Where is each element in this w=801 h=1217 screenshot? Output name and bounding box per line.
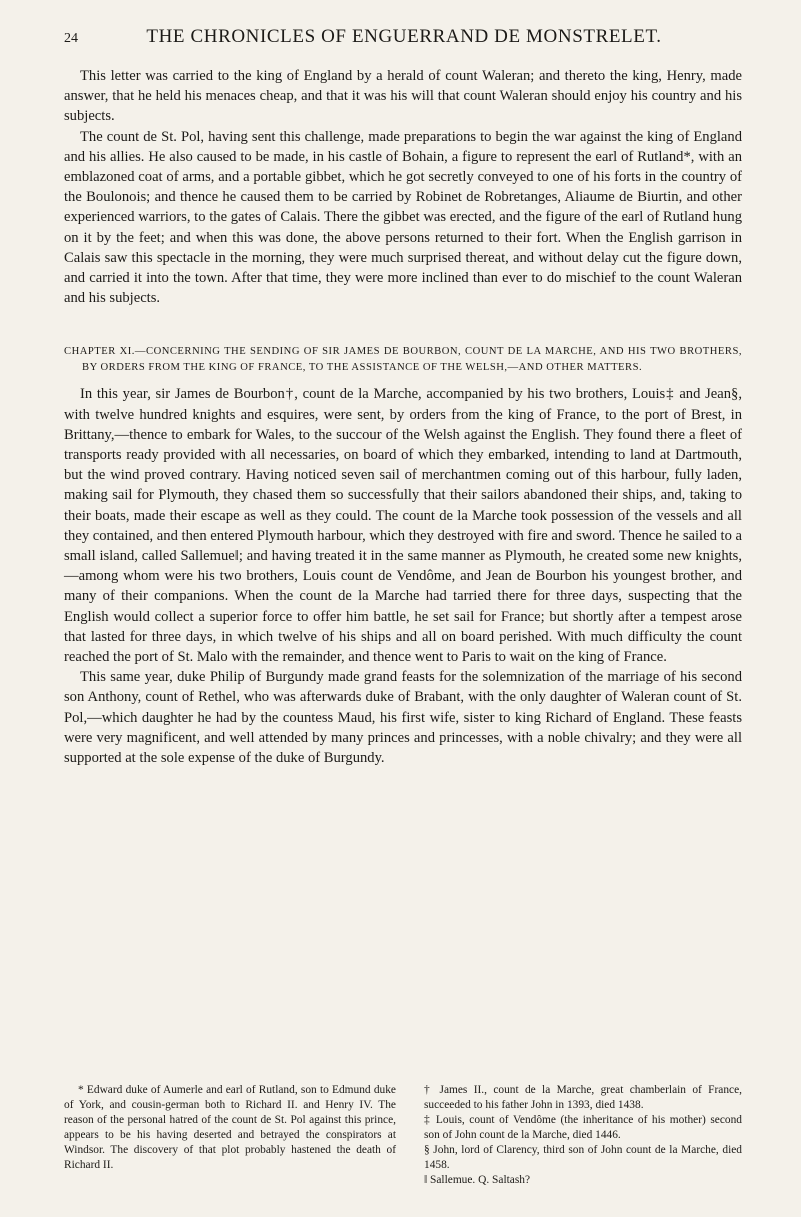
page-header	[64, 26, 744, 50]
page-number: 24	[64, 31, 78, 46]
footnote-louis: ‡ Louis, count of Vendôme (the inheritance of his mother) second son of John count de la Marche, died 1446.	[424, 1114, 742, 1141]
footnotes	[64, 1083, 742, 1188]
footnotes-right-column	[410, 1083, 742, 1188]
footnote-james: † James II., count de la Marche, great chamberlain of France, succeeded to his father John in 1393, died 1438.	[424, 1084, 742, 1111]
footnote-sallemue: ‖ Sallemue. Q. Saltash?	[424, 1174, 531, 1186]
paragraph-letter: This letter was carried to the king of England by a herald of count Waleran; and thereto the king, Henry, made answer, that he held his menaces cheap, and that it was his will that count Waleran should enjoy his country and his subjects.	[64, 68, 742, 125]
footnotes-left-column	[64, 1083, 396, 1188]
paragraph-burgundy-feasts: This same year, duke Philip of Burgundy made grand feasts for the solemnization of the marriage of his second son Anthony, count of Rethel, who was afterwards duke of Brabant, with the only daughter of Waleran count of St. Pol,—which daughter he had by the countess Maud, his first wife, sister to king Richard of England. These feasts were very magnificent, and well attended by many princes and princesses, with a noble chivalry; and they were all supported at the sole expense of the duke of Burgundy.	[64, 669, 742, 767]
chapter-heading: CHAPTER XI.—CONCERNING THE SENDING OF SIR JAMES DE BOURBON, COUNT DE LA MARCHE, AND HIS TWO BROTHERS, BY ORDERS FROM THE KING OF FRANCE, TO THE ASSISTANCE OF THE WELSH,—AND OTHER MATTERS.	[64, 346, 742, 374]
footnote-john: § John, lord of Clarency, third son of John count de la Marche, died 1458.	[424, 1144, 742, 1171]
footnote-rutland: * Edward duke of Aumerle and earl of Rutland, son to Edmund duke of York, and cousin-german both to Richard II. and Henry IV. The reason of the personal hatred of the count de St. Pol against this prince, appears to be his having deserted and betrayed the conspirators at Windsor. The discovery of that plot probably hastened the death of Richard II.	[64, 1084, 396, 1171]
paragraph-challenge: The count de St. Pol, having sent this challenge, made preparations to begin the war against the king of England and his allies. He also caused to be made, in his castle of Bohain, a figure to represent the earl of Rutland*, with an emblazoned coat of arms, and a portable gibbet, which he got secretly conveyed to one of his forts in the country of the Boulonois; and thence he caused them to be carried by Robinet de Robretanges, Aliaume de Biurtin, and other experienced warriors, to the gates of Calais. There the gibbet was erected, and the figure of the earl of Rutland hung on it by the feet; and when this was done, the above persons returned to their fort. When the English garrison in Calais saw this spectacle in the morning, they were much surprised thereat, and without delay cut the figure down, and carried it into the town. After that time, they were more inclined than ever to do mischief to the count Waleran and his subjects.	[64, 128, 742, 307]
main-text	[64, 66, 742, 768]
paragraph-bourbon-expedition: In this year, sir James de Bourbon†, count de la Marche, accompanied by his two brothers, Louis‡ and Jean§, with twelve hundred knights and esquires, were sent, by orders from the king of France, to the port of Brest, in Brittany,—thence to embark for Wales, to the succour of the Welsh against the English. They found there a fleet of transports ready provided with all necessaries, on board of which they embarked, intending to land at Dartmouth, but the wind proved contrary. Having noticed seven sail of merchantmen coming out of this harbour, fully laden, making sail for Plymouth, they chased them so successfully that their sailors abandoned their ships, and, taking to their boats, made their escape as well as they could. The count de la Marche took possession of the vessels and all they contained, and then entered Plymouth harbour, which they destroyed with fire and sword. Thence he sailed to a small island, called Sallemue‖; and having treated it in the same manner as Plymouth, he created some new knights,—among whom were his two brothers, Louis count de Vendôme, and Jean de Bourbon his youngest brother, and many of their companions. When the count de la Marche had tarried there for three days, suspecting that the English would collect a superior force to offer him battle, he set sail for France; but shortly after a tempest arose that lasted for three days, in which twelve of his ships and all on board perished. With much difficulty the count reached the port of St. Malo with the remainder, and thence went to Paris to wait on the king of France.	[64, 386, 742, 666]
running-head: THE CHRONICLES OF ENGUERRAND DE MONSTRELET.	[146, 26, 662, 47]
